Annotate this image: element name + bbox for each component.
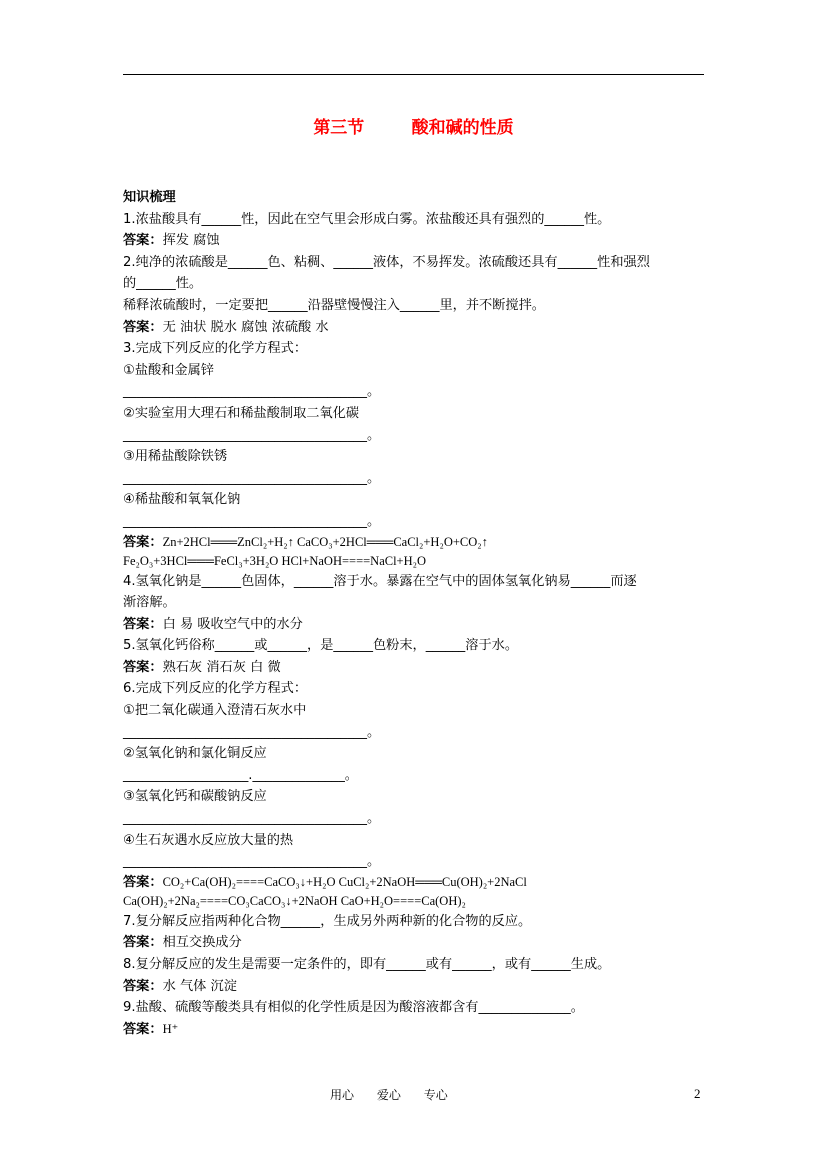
question-line [123, 592, 705, 614]
line-text: ___________________.______________。 [123, 767, 358, 783]
answer-line [123, 317, 705, 339]
answer-text: 白 易 吸收空气中的水分 [162, 616, 303, 632]
line-text: ④稀盐酸和氧氧化钠 [123, 492, 241, 508]
answer-line [123, 614, 705, 636]
question-line [123, 381, 705, 403]
answer-label: 答案： [123, 659, 163, 675]
line-text: ②氢氧化钠和氯化铜反应 [123, 746, 267, 762]
answer-label: 答案： [123, 978, 163, 994]
question-line [123, 209, 705, 231]
answer-label: 答案： [123, 616, 163, 632]
question-list [123, 209, 705, 1041]
line-text: 9.盐酸、硫酸等酸类具有相似的化学性质是因为酸溶液都含有______________。 [123, 1000, 584, 1016]
answer-text: CO₂+Ca(OH)₂====CaCO₃↓+H₂O CuCl₂+2NaOH═══Cu(OH)₂+2NaCl [162, 874, 527, 889]
question-line [123, 571, 705, 593]
answer-label: 答案： [123, 935, 163, 951]
question-line [123, 252, 705, 274]
line-text: _____________________________________。 [123, 724, 381, 740]
question-line [123, 552, 705, 571]
line-text: 的______性。 [123, 276, 203, 292]
question-line [123, 403, 705, 425]
footer-motto: 用心 爱心 专心 [330, 1088, 448, 1102]
question-line [123, 911, 705, 933]
answer-label: 答案： [123, 233, 163, 249]
line-text: ①盐酸和金属锌 [123, 362, 214, 378]
line-text: _____________________________________。 [123, 470, 381, 486]
question-line [123, 425, 705, 447]
line-text: 1.浓盐酸具有______性，因此在空气里会形成白雾。浓盐酸还具有强烈的______性。 [123, 211, 611, 227]
line-text: ②实验室用大理石和稀盐酸制取二氧化碳 [123, 405, 360, 421]
answer-text: H⁺ [162, 1021, 179, 1036]
line-text: 2.纯净的浓硫酸是______色、粘稠、______液体，不易挥发。浓硫酸还具有______性和强烈 [123, 254, 650, 270]
question-line [123, 892, 705, 911]
line-text: 3.完成下列反应的化学方程式： [123, 341, 308, 357]
question-line [123, 743, 705, 765]
answer-label: 答案： [123, 874, 163, 890]
line-text: 6.完成下列反应的化学方程式： [123, 681, 308, 697]
question-line [123, 722, 705, 744]
question-line [123, 489, 705, 511]
answer-text: Zn+2HCl═══ZnCl₂+H₂↑ CaCO₃+2HCl═══CaCl₂+H₂O+CO₂↑ [162, 534, 488, 549]
line-text: ③氢氧化钙和碳酸钠反应 [123, 789, 267, 805]
document-body [123, 187, 705, 1040]
page-number: 2 [694, 1086, 701, 1101]
line-text: 5.氢氧化钙俗称______或______，是______色粉末，______溶于水。 [123, 638, 519, 654]
line-text: Fe₂O₃+3HCl═══FeCl₃+3H₂O HCl+NaOH====NaCl+H₂O [123, 553, 427, 568]
question-line [123, 295, 705, 317]
header-rule [123, 74, 704, 75]
answer-line [123, 873, 705, 892]
line-text: _____________________________________。 [123, 811, 381, 827]
question-line [123, 511, 705, 533]
line-text: 7.复分解反应指两种化合物______，生成另外两种新的化合物的反应。 [123, 913, 532, 929]
line-text: ④生石灰遇水反应放大量的热 [123, 832, 294, 848]
question-line [123, 997, 705, 1019]
answer-text: 挥发 腐蚀 [162, 233, 220, 249]
answer-line [123, 657, 705, 679]
answer-label: 答案： [123, 1021, 163, 1037]
line-text: 稀释浓硫酸时，一定要把______沿器壁慢慢注入______里，并不断搅拌。 [123, 297, 545, 313]
question-line [123, 678, 705, 700]
line-text: 8.复分解反应的发生是需要一定条件的，即有______或有______，或有______生成。 [123, 957, 611, 972]
answer-label: 答案： [123, 534, 163, 550]
line-text: ③用稀盐酸除铁锈 [123, 449, 228, 465]
answer-text: 熟石灰 消石灰 白 微 [162, 659, 281, 675]
answer-text: 相互交换成分 [162, 935, 242, 951]
answer-line [123, 230, 705, 252]
question-line [123, 446, 705, 468]
answer-text: 无 油状 脱水 腐蚀 浓硫酸 水 [162, 319, 329, 335]
page-title: 第三节 酸和碱的性质 [313, 118, 514, 138]
line-text: _____________________________________。 [123, 513, 381, 529]
section-heading: 知识梳理 [123, 190, 176, 205]
question-line [123, 786, 705, 808]
question-line [123, 765, 705, 787]
line-text: _____________________________________。 [123, 427, 381, 443]
answer-line [123, 976, 705, 998]
question-line [123, 338, 705, 360]
answer-line [123, 932, 705, 954]
answer-line [123, 1019, 705, 1041]
question-line [123, 808, 705, 830]
question-line [123, 468, 705, 490]
line-text: _____________________________________。 [123, 384, 381, 400]
question-line [123, 360, 705, 382]
question-line [123, 830, 705, 852]
line-text: ①把二氧化碳通入澄清石灰水中 [123, 703, 307, 719]
line-text: Ca(OH)₂+2Na₂====CO₃CaCO₃↓+2NaOH CaO+H₂O====Ca(OH)₂ [123, 893, 466, 908]
answer-line [123, 533, 705, 552]
line-text: 4.氢氧化钠是______色固体，______溶于水。暴露在空气中的固体氢氧化钠易______而逐 [123, 573, 637, 589]
line-text: 渐溶解。 [123, 595, 176, 611]
question-line [123, 635, 705, 657]
question-line [123, 954, 705, 976]
question-line [123, 273, 705, 295]
question-line [123, 700, 705, 722]
answer-label: 答案： [123, 319, 163, 335]
question-line [123, 851, 705, 873]
answer-text: 水 气体 沉淀 [162, 978, 237, 994]
line-text: _____________________________________。 [123, 854, 381, 870]
